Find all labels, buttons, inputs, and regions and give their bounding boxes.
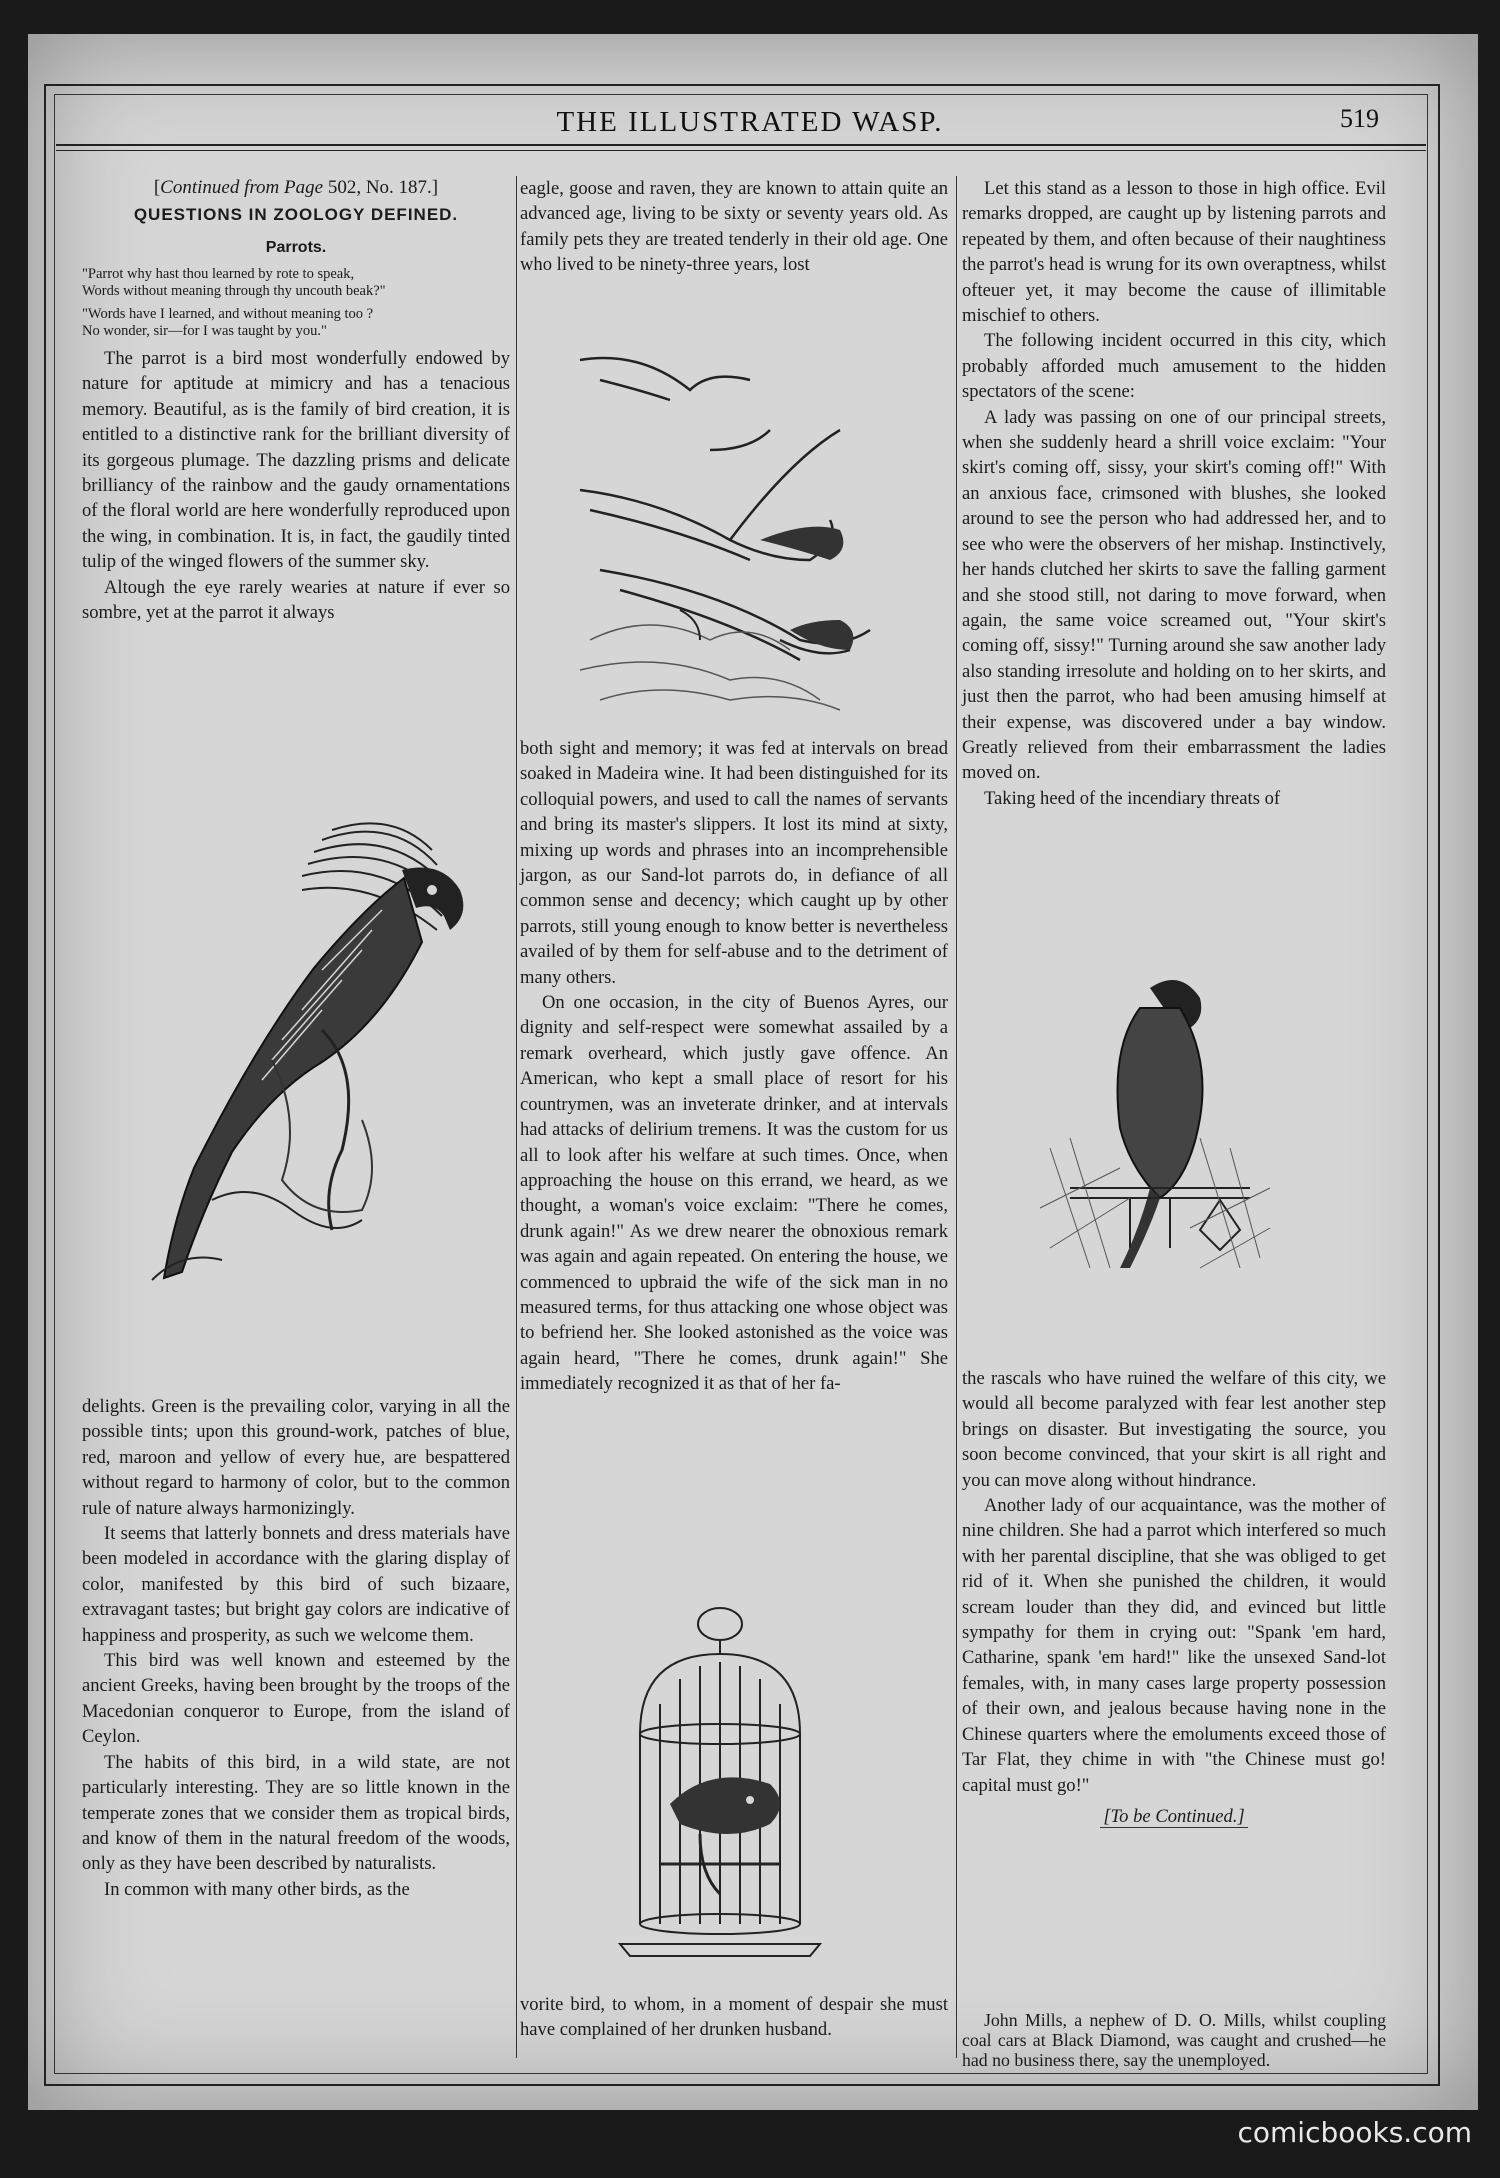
to-be-continued: [To be Continued.] xyxy=(962,1804,1386,1829)
article-title: QUESTIONS IN ZOOLOGY DEFINED. xyxy=(133,205,459,224)
column-2-bottom xyxy=(520,1992,948,2043)
verse-line: No wonder, sir—for I was taught by you." xyxy=(82,323,327,339)
perched-parrot-illustration xyxy=(92,760,502,1380)
news-note-text: John Mills, a nephew of D. O. Mills, whilst coupling coal cars at Black Diamond, was caught and crushed—he had no business there, say the unemployed. xyxy=(962,2010,1386,2070)
column-1-top xyxy=(82,176,510,625)
watermark: comicbooks.com xyxy=(1237,2116,1472,2149)
verse-line: "Parrot why hast thou learned by rote to speak, xyxy=(82,266,355,282)
continued-from: [Continued from Page 502, No. 187.] xyxy=(153,177,439,198)
paragraph: Another lady of our acquaintance, was the mother of nine children. She had a parrot which interfered so much with her parental discipline, that she was obliged to get rid of it. When she punished the children, it would scream louder than they did, and evinced but little sympathy for them in crying out: "Spank 'em hard, Catharine, spank 'em hard!" like the unsexed Sand-lot females, with, in many cases large property possession of their own, and jealous because having none in the Chinese quarters where the emoluments exceed those of Tar Flat, they chime in with "the Chinese must go! capital must go!" xyxy=(962,1495,1386,1796)
caged-parrot-illustration xyxy=(600,1604,840,1984)
paragraph: the rascals who have ruined the welfare of this city, we would all become paralyzed with fear lest another step brings on disaster. But investigating the source, you soon become convinced, that your skirt is all right and you can move along without hindrance. xyxy=(962,1368,1386,1491)
column-rule xyxy=(516,176,517,2058)
verse-2 xyxy=(82,306,510,340)
paragraph: A lady was passing on one of our principal streets, when she suddenly heard a shrill voice exclaim: "Your skirt's coming off, sissy, your skirt's coming off!" With an anxious face, crimsoned with blushes, she looked around to see the person who had addressed her, and to see who were the observers of her mishap. Instinctively, her hands clutched her skirts to save the falling garment and she stood still, not daring to move forward, when again, the same voice screamed out, "Your skirt's coming off, sissy!" Turning around she saw another lady also standing irresolute and holding on to her skirts, and just then the parrot, who had been amusing himself at their expense, was discovered under a bay window. Greatly relieved from their embarrassment the ladies moved on. xyxy=(962,406,1386,784)
column-3-bottom xyxy=(962,1366,1386,1835)
news-note xyxy=(962,2010,1386,2070)
paragraph: The following incident occurred in this city, which probably afforded much amusement to the hidden spectators of the scene: xyxy=(962,330,1386,403)
column-3-top xyxy=(962,176,1386,811)
header-rule xyxy=(56,144,1426,146)
masthead: THE ILLUSTRATED WASP. xyxy=(556,106,944,138)
verse-1 xyxy=(82,266,510,300)
column-2-middle xyxy=(520,736,948,1397)
paragraph: vorite bird, to whom, in a moment of despair she must have complained of her drunken husband. xyxy=(520,1994,948,2041)
section-title: Parrots. xyxy=(265,239,327,256)
paragraph: This bird was well known and esteemed by the ancient Greeks, having been brought by the troops of the Macedonian conqueror to Europe, from the island of Ceylon. xyxy=(82,1650,510,1748)
parrot-on-perch-illustration xyxy=(1030,968,1290,1308)
column-1-bottom xyxy=(82,1394,510,1902)
paragraph: both sight and memory; it was fed at intervals on bread soaked in Madeira wine. It had been distinguished for its colloquial powers, and used to call the names of servants and bring its master's slippers. It lost its mind at sixty, mixing up words and phrases into an incomprehensible jargon, as our Sand-lot parrots do, in defiance of all common sense and decency; which caught up by other parrots, still young enough to know better is nevertheless availed of by them for self-abuse and to the detriment of many others. xyxy=(520,738,948,988)
paragraph: The habits of this bird, in a wild state, are not particularly interesting. They are so little known in the temperate zones that we consider them as tropical birds, and know of them in the natural freedom of the woods, only as they have been described by naturalists. xyxy=(82,1751,510,1875)
paragraph: It seems that latterly bonnets and dress materials have been modeled in accordance with the glaring display of color, manifested by this bird of such bizaare, extravagant tastes; but bright gay colors are indicative of happiness and prosperity, as such we welcome them. xyxy=(82,1523,510,1646)
paragraph: The parrot is a bird most wonderfully endowed by nature for aptitude at mimicry and has a tenacious memory. Beautiful, as is the family of bird creation, it is entitled to a distinctive rank for the brilliant diversity of its gorgeous plumage. The dazzling prisms and delicate brilliancy of the rainbow and the gaudy ornamentations of the floral world are here wonderfully reproduced upon the wing, in combination. It is, in fact, the gaudily tinted tulip of the winged flowers of the summer sky. xyxy=(82,348,510,573)
paragraph: eagle, goose and raven, they are known to attain quite an advanced age, living to be sixty or seventy years old. As family pets they are treated tenderly in their old age. One who lived to be ninety-three years, lost xyxy=(520,178,948,276)
page-number: 519 xyxy=(1340,104,1379,133)
paragraph: delights. Green is the prevailing color, varying in all the possible tints; upon this ground-work, patches of blue, red, maroon and yellow of every hue, are bespattered without regard to harmony of color, but to the common rule of nature always harmonizingly. xyxy=(82,1396,510,1519)
paragraph: Taking heed of the incendiary threats of xyxy=(984,787,1281,809)
flying-parrots-illustration xyxy=(560,340,900,720)
verse-line: "Words have I learned, and without meaning too ? xyxy=(82,306,374,322)
paragraph: On one occasion, in the city of Buenos Ayres, our dignity and self-respect were somewhat assailed by a remark overheard, which justly gave offence. An American, who kept a small place of resort for his countrymen, was an inveterate drinker, and at intervals had attacks of delirium tremens. It was the custom for us all to look after his welfare at such times. Once, when approaching the house on this errand, we heard, as we thought, a woman's voice exclaim: "There he comes, drunk again!" As we drew nearer the obnoxious remark was again and again repeated. On entering the house, we commenced to upbraid the wife of the sick man in no measured terms, for thus attacking one whose object was to befriend her. She looked astonished as the voice was again heard, "There he comes, drunk again!" She immediately recognized it as that of her fa- xyxy=(520,992,948,1395)
paragraph: In common with many other birds, as the xyxy=(104,1878,410,1900)
paragraph: Let this stand as a lesson to those in high office. Evil remarks dropped, are caught up by listening parrots and repeated by them, and often because of their naughtiness the parrot's head is wrung for its own overaptness, whilst ofteuer yet, it may become the cause of illimitable mischief to others. xyxy=(962,178,1386,327)
paragraph: Altough the eye rarely wearies at nature if ever so sombre, yet at the parrot it always xyxy=(82,576,510,624)
column-rule xyxy=(956,176,957,2058)
column-2-top xyxy=(520,176,948,278)
verse-line: Words without meaning through thy uncouth beak?" xyxy=(82,283,386,299)
header-rule-thin xyxy=(56,150,1426,151)
